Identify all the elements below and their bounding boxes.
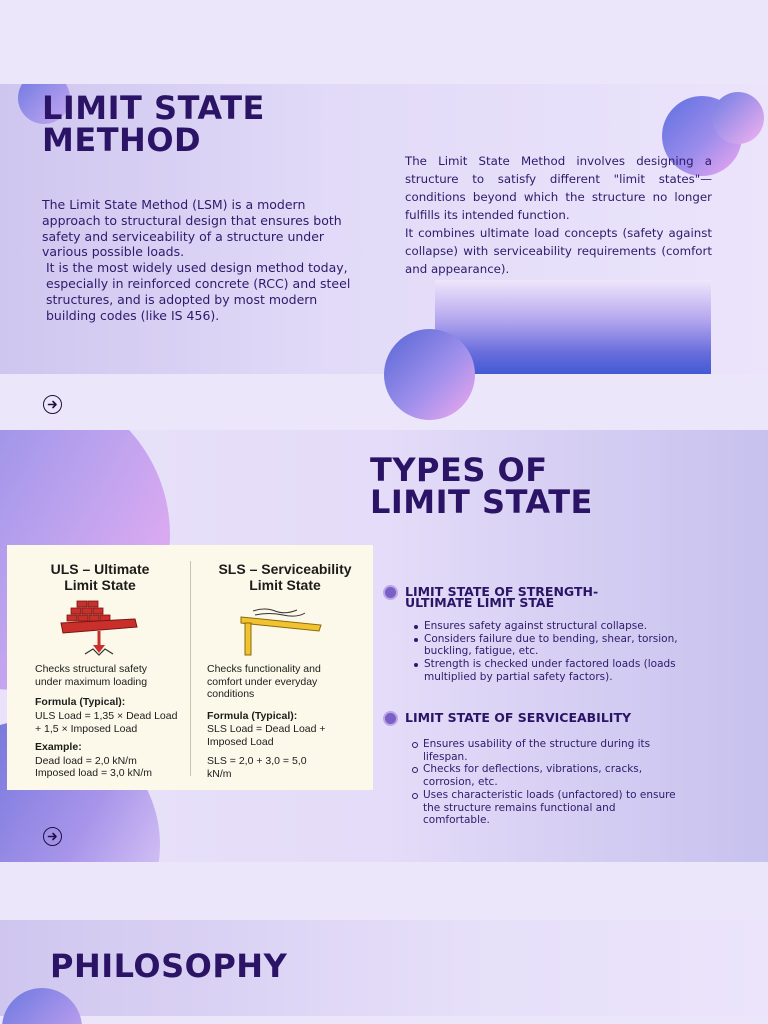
intro-paragraph-left: The Limit State Method (LSM) is a modern approach to structural design that ensures both safety and serviceability of a structure under various possible loads. It is the most widely used design method today, especially in reinforced concrete (RCC) and steel structures, and is adopted by most modern building codes (like IS 456). — [42, 197, 351, 323]
list-item: Ensures safety against structural collapse. — [412, 620, 708, 633]
uls-formula: ULS Load = 1,35 × Dead Load + 1,5 × Imposed Load — [35, 710, 178, 735]
collapsing-beam-illustration — [55, 597, 145, 657]
uls-example-imposed: Imposed load = 3,0 kN/m — [35, 767, 153, 779]
serviceability-list — [411, 738, 683, 827]
sls-description: Checks functionality and comfort under everyday conditions — [207, 663, 321, 700]
list-item: Checks for deflections, vibrations, cracks, corrosion, etc. — [411, 763, 683, 788]
uls-formula-label: Formula (Typical): — [35, 696, 126, 708]
bullet-dot-serviceability — [385, 713, 396, 724]
sls-formula-label: Formula (Typical): — [207, 710, 298, 722]
section-title-types: TYPES OF LIMIT STATE — [370, 451, 593, 521]
next-button-2[interactable] — [43, 827, 62, 846]
uls-description: Checks structural safety under maximum loading — [35, 663, 148, 688]
decor-circle-top-right-small — [712, 92, 764, 144]
list-item: Considers failure due to bending, shear, torsion, buckling, fatigue, etc. — [412, 633, 708, 658]
decor-circle-mid — [384, 329, 475, 420]
sls-example: SLS = 2,0 + 3,0 = 5,0 kN/m — [207, 755, 307, 780]
next-button-1[interactable] — [43, 395, 62, 414]
bullet-dot-strength — [385, 587, 396, 598]
card-divider — [190, 561, 191, 776]
deflecting-beam-illustration — [235, 605, 325, 657]
uls-sls-comparison-card — [7, 545, 373, 790]
section-title-philosophy: PHILOSOPHY — [50, 947, 288, 985]
sls-formula: SLS Load = Dead Load + Imposed Load — [207, 723, 326, 748]
intro-paragraph-right: The Limit State Method involves designing a structure to satisfy different "limit states"—conditions beyond which the structure no longer fulfills its intended function. It combines ultimate load concepts (safety against collapse) with serviceability requirements (comfort and appearance). — [405, 154, 712, 276]
serviceability-heading: LIMIT STATE OF SERVICEABILITY — [405, 710, 632, 725]
uls-title: ULS – Ultimate Limit State — [50, 561, 150, 593]
section-philosophy — [0, 920, 768, 1016]
list-item: Strength is checked under factored loads (loads multiplied by partial safety factors). — [412, 658, 708, 683]
arrow-right-icon — [47, 831, 58, 842]
strength-heading: LIMIT STATE OF STRENGTH- ULTIMATE LIMIT STAE — [405, 584, 599, 610]
gradient-bar — [435, 280, 711, 374]
uls-example-dead: Dead load = 2,0 kN/m — [35, 755, 137, 767]
page-title: LIMIT STATE METHOD — [42, 89, 265, 159]
strength-list — [412, 620, 708, 684]
list-item: Ensures usability of the structure during its lifespan. — [411, 738, 683, 763]
sls-title: SLS – Serviceability Limit State — [218, 561, 352, 593]
list-item: Uses characteristic loads (unfactored) to ensure the structure remains functional and comfortable. — [411, 789, 683, 827]
arrow-right-icon — [47, 399, 58, 410]
uls-example-label: Example: — [35, 741, 82, 753]
